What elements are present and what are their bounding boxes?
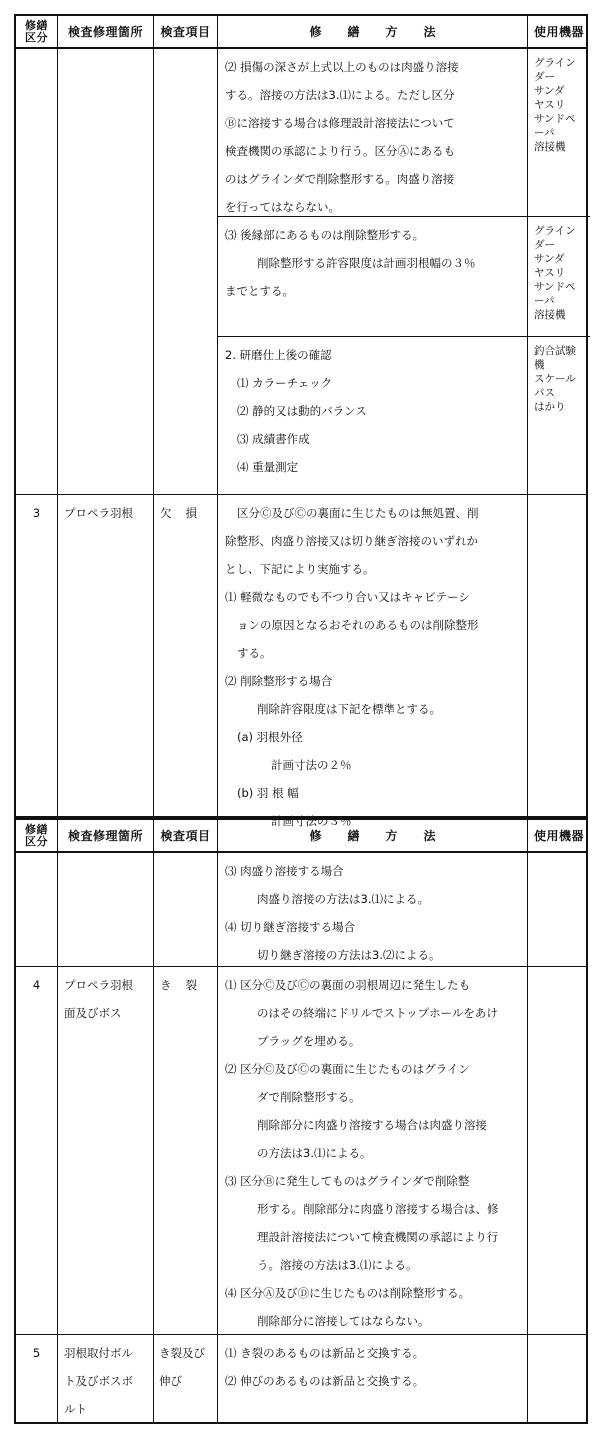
row-item-cell: き裂 xyxy=(154,967,218,1335)
text-line: 理設計溶接法について検査機関の承認により行 xyxy=(257,1230,499,1244)
row-no-cell: 4 xyxy=(16,967,58,1335)
row-no-cell xyxy=(16,49,58,495)
text-line: ⑵ 損傷の深さが上式以上のものは肉盛り溶接 xyxy=(225,60,459,74)
row-equipment-cell xyxy=(528,853,590,969)
text-line: 区分Ⓒ及びⒸの裏面に生じたものは無処置、削 xyxy=(237,506,479,520)
repair-table-1 xyxy=(14,14,588,828)
text-line: の方法は3.⑴による。 xyxy=(257,1146,372,1160)
text-line: のはその終端にドリルでストップホールをあけ xyxy=(257,1006,498,1020)
text-line: ダで削除整形する。 xyxy=(257,1090,361,1104)
text-line: ⑵ 区分Ⓒ及びⒸの裏面に生じたものはグライン xyxy=(225,1062,470,1076)
header-no-line1: 修繕 xyxy=(25,822,48,836)
text-line: Ⓑに溶接する場合は修理設計溶接法について xyxy=(225,116,455,130)
row-item-cell xyxy=(154,853,218,969)
header-repair-category xyxy=(16,820,58,851)
text-line: 面及びボス xyxy=(64,1006,122,1020)
text-line: 削除部分に肉盛り溶接する場合は肉盛り溶接 xyxy=(257,1118,487,1132)
text-line: ルト xyxy=(64,1402,87,1416)
row-item-cell xyxy=(154,1335,218,1423)
method-block-3 xyxy=(218,217,528,337)
text-line: う。溶接の方法は3.⑴による。 xyxy=(257,1258,418,1272)
header-no-line1: 修繕 xyxy=(25,18,48,32)
text-line: ⑵ 削除整形する場合 xyxy=(225,674,333,688)
text-line: 検査機関の承認により行う。区分Ⓐにあるも xyxy=(225,144,455,158)
text-line: ⑶ 後縁部にあるものは削除整形する。 xyxy=(225,228,425,242)
text-line: 削除整形する許容限度は計画羽根幅の３％ xyxy=(257,256,476,270)
text-line: 肉盛り溶接の方法は3.⑴による。 xyxy=(257,892,429,906)
text-line: ⑴ 軽微なものでも不つり合い又はキャビテーシ xyxy=(225,590,470,604)
row-no-cell xyxy=(16,853,58,969)
text-line: ⑷ 切り継ぎ溶接する場合 xyxy=(225,920,356,934)
text-line: プロペラ羽根 xyxy=(64,978,133,992)
method-block-polish-check xyxy=(218,337,528,495)
text-line: 2. 研磨仕上後の確認 xyxy=(225,348,332,362)
text-line: ⑶ 区分Ⓑに発生してものはグラインダで削除整 xyxy=(225,1174,470,1188)
text-line: ⑷ 重量測定 xyxy=(237,460,299,474)
table-header xyxy=(16,820,586,853)
row-no-cell: 3 xyxy=(16,495,58,835)
table-row-continued xyxy=(16,853,586,967)
text-line: 形する。削除部分に肉盛り溶接する場合は、修 xyxy=(257,1202,499,1216)
table-row-4 xyxy=(16,967,586,1335)
table-row-3 xyxy=(16,495,586,828)
text-line: (b) 羽 根 幅 xyxy=(237,786,299,800)
header-inspection-part: 検査修理箇所 xyxy=(58,820,154,851)
repair-table-2 xyxy=(14,818,588,1424)
text-line: する。 xyxy=(237,646,272,660)
row-method-cell xyxy=(218,1335,528,1423)
text-line: (a) 羽根外径 xyxy=(237,730,303,744)
row-part-cell xyxy=(58,1335,154,1423)
table-header xyxy=(16,16,586,49)
row-part-cell xyxy=(58,49,154,495)
row-equipment-cell xyxy=(528,967,590,1335)
text-line: ⑴ 区分Ⓒ及びⒸの裏面の羽根周辺に発生したも xyxy=(225,978,471,992)
row-part-cell xyxy=(58,967,154,1335)
text-line: 削除部分に溶接してはならない。 xyxy=(257,1314,430,1328)
row-method-cell xyxy=(218,495,528,835)
header-repair-method: 修繕方法 xyxy=(218,820,528,851)
row-equipment-cell xyxy=(528,495,590,835)
text-line: 削除許容限度は下記を標準とする。 xyxy=(257,702,441,716)
text-line: のはグラインダで削除整形する。肉盛り溶接 xyxy=(225,172,455,186)
row-no-cell: 5 xyxy=(16,1335,58,1423)
header-no-line2: 区分 xyxy=(25,30,48,44)
text-line: ⑵ 静的又は動的バランス xyxy=(237,404,367,418)
header-inspection-item: 検査項目 xyxy=(154,820,218,851)
header-inspection-part: 検査修理箇所 xyxy=(58,16,154,47)
text-line: ⑶ 成績書作成 xyxy=(237,432,310,446)
text-line: 除整形、肉盛り溶接又は切り継ぎ溶接のいずれか xyxy=(225,534,478,548)
text-line: プラッグを埋める。 xyxy=(257,1034,361,1048)
text-line: ⑵ 伸びのあるものは新品と交換する。 xyxy=(225,1374,425,1388)
text-line: 計画寸法の２％ xyxy=(271,758,352,772)
text-line: き裂及び xyxy=(159,1346,205,1360)
row-part-cell xyxy=(58,853,154,969)
row-method-cell xyxy=(218,853,528,969)
row-method-cell xyxy=(218,967,528,1335)
method-block-2 xyxy=(218,49,528,217)
text-line: を行ってはならない。 xyxy=(225,200,340,214)
text-line: までとする。 xyxy=(225,284,294,298)
text-line: ト及びボスボ xyxy=(64,1374,133,1388)
row-part-cell: プロペラ羽根 xyxy=(58,495,154,835)
equipment-block-2: グライン ダー サンダ ヤスリ サンドペ ーパ 溶接機 xyxy=(528,49,590,217)
row-equipment-cell xyxy=(528,1335,590,1423)
text-line: 計画寸法の３％ xyxy=(271,814,352,828)
text-line: ョンの原因となるおそれのあるものは削除整形 xyxy=(237,618,479,632)
text-line: 伸び xyxy=(159,1374,182,1388)
header-inspection-item: 検査項目 xyxy=(154,16,218,47)
header-repair-method: 修繕方法 xyxy=(218,16,528,47)
text-line: ⑴ カラーチェック xyxy=(237,376,333,390)
row-item-cell xyxy=(154,49,218,495)
text-line: 羽根取付ボル xyxy=(64,1346,133,1360)
table-row-5 xyxy=(16,1335,586,1422)
row-item-cell: 欠損 xyxy=(154,495,218,835)
text-line: ⑴ き裂のあるものは新品と交換する。 xyxy=(225,1346,425,1360)
text-line: する。溶接の方法は3.⑴による。ただし区分 xyxy=(225,88,455,102)
header-equipment: 使用機器 xyxy=(533,829,584,843)
method-stack xyxy=(218,49,590,495)
table-row-continued xyxy=(16,49,586,495)
header-no-line2: 区分 xyxy=(25,834,48,848)
text-line: ⑷ 区分Ⓐ及びⒹに生じたものは削除整形する。 xyxy=(225,1286,471,1300)
text-line: とし、下記により実施する。 xyxy=(225,562,375,576)
equipment-block-polish: 釣合試験 機 スケール パス はかり xyxy=(534,345,576,413)
header-repair-category xyxy=(16,16,58,47)
header-equipment: 使用機器 xyxy=(533,25,584,39)
text-line: 切り継ぎ溶接の方法は3.⑵による。 xyxy=(257,948,441,962)
text-line: ⑶ 肉盛り溶接する場合 xyxy=(225,864,344,878)
equipment-block-3: グライン ダー サンダ ヤスリ サンドペ ーパ 溶接機 xyxy=(528,217,590,337)
